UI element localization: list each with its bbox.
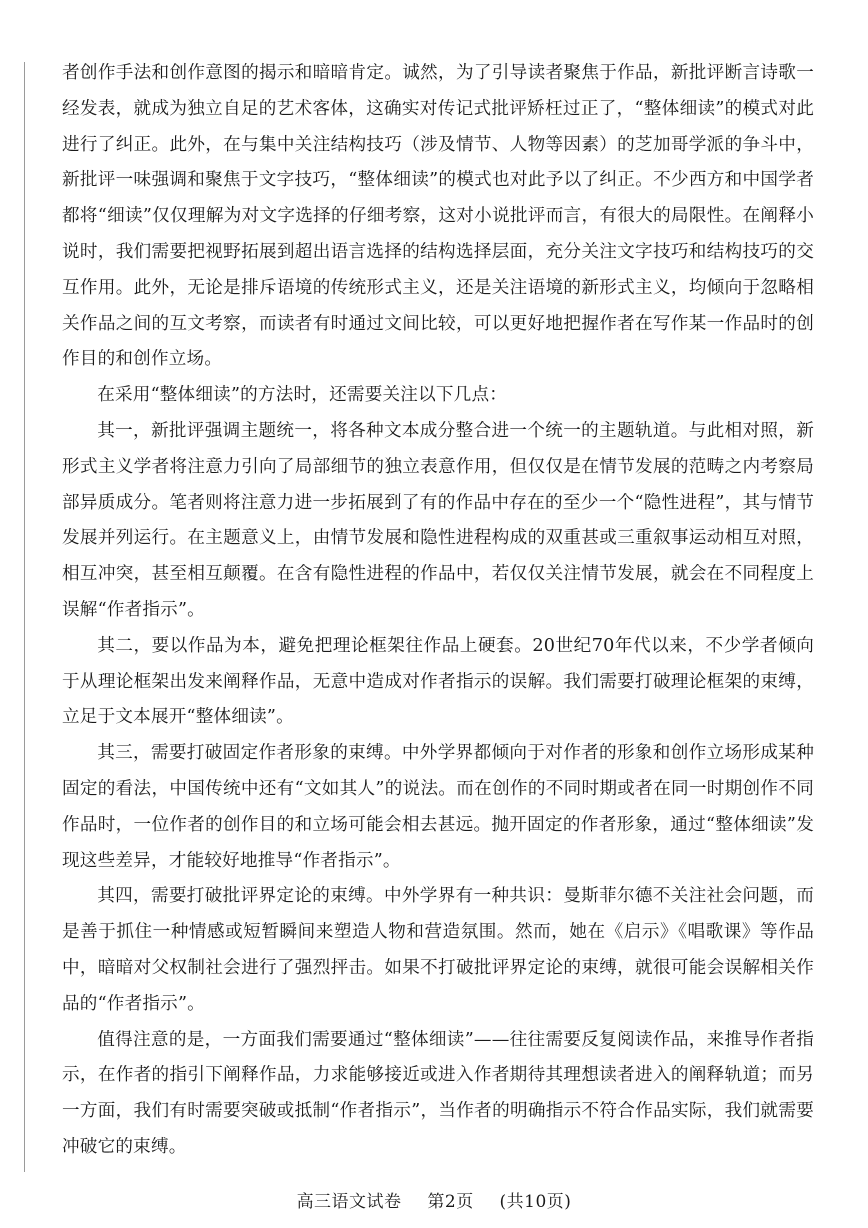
page-footer bbox=[0, 1190, 868, 1214]
paragraph-continued: 者创作手法和创作意图的揭示和暗暗肯定。诚然，为了引导读者聚焦于作品，新批评断言诗歌一经发表，就成为独立自足的艺术客体，这确实对传记式批评矫枉过正了，“整体细读”的模式对此进行了纠正。此外，在与集中关注结构技巧（涉及情节、人物等因素）的芝加哥学派的争斗中，新批评一味强调和聚焦于文字技巧，“整体细读”的模式也对此予以了纠正。不少西方和中国学者都将“细读”仅仅理解为对文字选择的仔细考察，这对小说批评而言，有很大的局限性。在阐释小说时，我们需要把视野拓展到超出语言选择的结构选择层面，充分关注文字技巧和结构技巧的交互作用。此外，无论是排斥语境的传统形式主义，还是关注语境的新形式主义，均倾向于忽略相关作品之间的互文考察，而读者有时通过文间比较，可以更好地把握作者在写作某一作品时的创作目的和创作立场。 bbox=[62, 63, 814, 370]
exam-name: 高三语文试卷 bbox=[296, 1192, 402, 1212]
paragraph-point-two: 其二，要以作品为本，避免把理论框架往作品上硬套。20世纪70年代以来，不少学者倾向于从理论框架出发来阐释作品，无意中造成对作者指示的误解。我们需要打破理论框架的束缚，立足于文本展开“整体细读”。 bbox=[62, 635, 814, 728]
paragraph-point-three: 其三，需要打破固定作者形象的束缚。中外学界都倾向于对作者的形象和创作立场形成某种固定的看法，中国传统中还有“文如其人”的说法。而在创作的不同时期或者在同一时期创作不同作品时，一位作者的创作目的和立场可能会相去甚远。抛开固定的作者形象，通过“整体细读”发现这些差异，才能较好地推导“作者指示”。 bbox=[62, 743, 814, 871]
total-pages: (共10页) bbox=[499, 1192, 572, 1212]
paragraph-conclusion: 值得注意的是，一方面我们需要通过“整体细读”——往往需要反复阅读作品，来推导作者指示，在作者的指引下阐释作品，力求能够接近或进入作者期待其理想读者进入的阐释轨道；而另一方面，我们有时需要突破或抵制“作者指示”，当作者的明确指示不符合作品实际，我们就需要冲破它的束缚。 bbox=[62, 1029, 814, 1157]
binding-margin-line bbox=[24, 62, 25, 1172]
paragraph-point-one: 其一，新批评强调主题统一，将各种文本成分整合进一个统一的主题轨道。与此相对照，新形式主义学者将注意力引向了局部细节的独立表意作用，但仅仅是在情节发展的范畴之内考察局部异质成分。笔者则将注意力进一步拓展到了有的作品中存在的至少一个“隐性进程”，其与情节发展并列运行。在主题意义上，由情节发展和隐性进程构成的双重甚或三重叙事运动相互对照，相互冲突，甚至相互颠覆。在含有隐性进程的作品中，若仅仅关注情节发展，就会在不同程度上误解“作者指示”。 bbox=[62, 420, 814, 620]
page-body bbox=[62, 56, 814, 1166]
page-number: 第2页 bbox=[427, 1192, 474, 1212]
paragraph-intro-points: 在采用“整体细读”的方法时，还需要关注以下几点： bbox=[97, 385, 508, 406]
paragraph-point-four: 其四，需要打破批评界定论的束缚。中外学界有一种共识：曼斯菲尔德不关注社会问题，而是善于抓住一种情感或短暂瞬间来塑造人物和营造氛围。然而，她在《启示》《唱歌课》等作品中，暗暗对父权制社会进行了强烈抨击。如果不打破批评界定论的束缚，就很可能会误解相关作品的“作者指示”。 bbox=[62, 886, 814, 1014]
